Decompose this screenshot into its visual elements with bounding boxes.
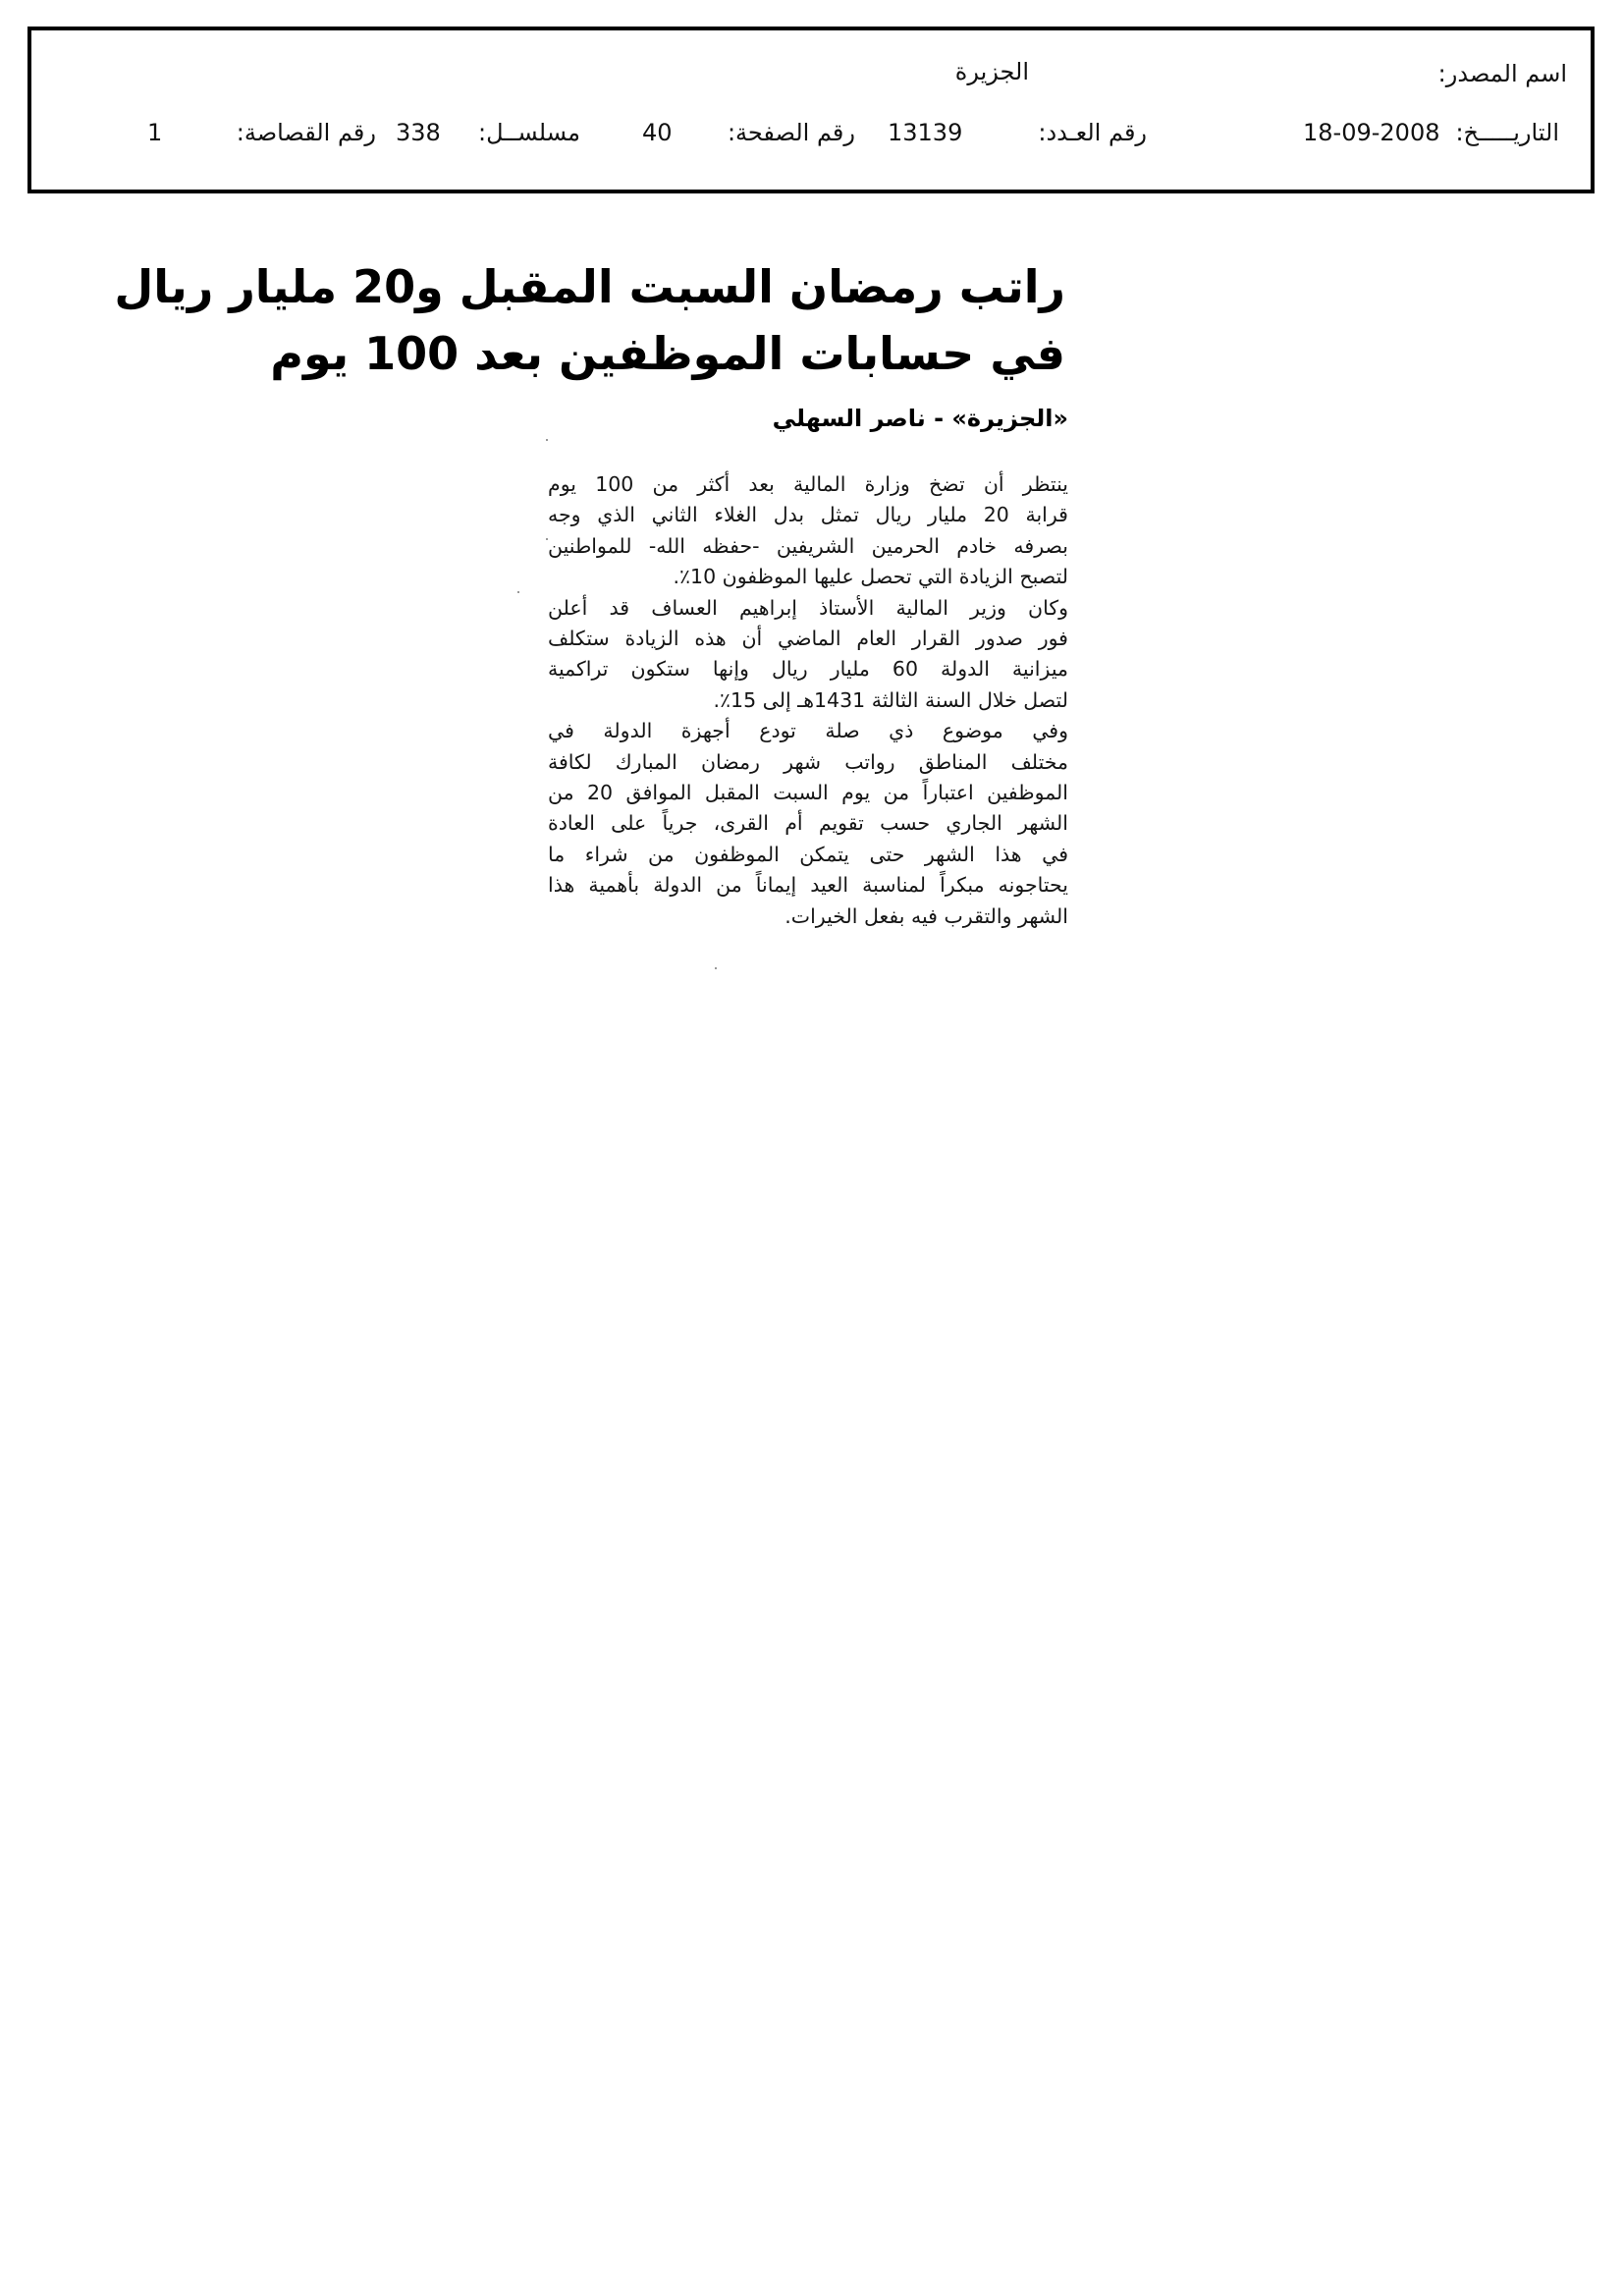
body-line: الشهر الجاري حسب تقويم أم القرى، جرياً على العادة: [548, 811, 1068, 836]
body-line: بصرفه خادم الحرمين الشريفين -حفظه الله- للمواطنين: [548, 533, 1068, 558]
headline-line-1: راتب رمضان السبت المقبل و20 مليار ريال: [114, 260, 1065, 313]
issue-value: 13139: [888, 119, 963, 146]
scan-speck: [546, 538, 548, 540]
body-line: وفي موضوع ذي صلة تودع أجهزة الدولة في: [548, 719, 1068, 743]
body-line: الموظفين اعتباراً من يوم السبت المقبل الموافق 20 من: [548, 781, 1068, 805]
page-label: رقم الصفحة:: [727, 119, 855, 146]
body-line: لتصل خلال السنة الثالثة 1431هـ إلى 15٪.: [713, 687, 1068, 712]
clip-label: رقم القصاصة:: [236, 119, 376, 146]
headline-line-2: في حسابات الموظفين بعد 100 يوم: [270, 327, 1065, 380]
page-value: 40: [642, 119, 673, 146]
serial-label: مسلســل:: [478, 119, 580, 146]
scan-speck: [715, 967, 717, 969]
body-line: ميزانية الدولة 60 مليار ريال وإنها ستكون تراكمية: [548, 657, 1068, 682]
body-line: قرابة 20 مليار ريال تمثل بدل الغلاء الثاني الذي وجه: [548, 503, 1068, 527]
body-line: فور صدور القرار العام الماضي أن هذه الزيادة ستكلف: [548, 627, 1068, 651]
body-line: الشهر والتقرب فيه بفعل الخيرات.: [784, 903, 1068, 928]
body-line: في هذا الشهر حتى يتمكن الموظفون من شراء ما: [548, 842, 1068, 866]
byline: «الجزيرة» - ناصر السهلي: [772, 405, 1068, 432]
source-value: الجزيرة: [954, 58, 1029, 85]
scan-speck: [517, 591, 519, 593]
scan-speck: [546, 439, 548, 441]
body-line: يحتاجونه مبكراً لمناسبة العيد إيماناً من الدولة بأهمية هذا: [548, 873, 1068, 898]
clipping-header-box: [27, 27, 1595, 193]
body-line: لتصبح الزيادة التي تحصل عليها الموظفون 10٪.: [673, 565, 1068, 589]
date-label: التاريـــــخ:: [1455, 119, 1559, 146]
article-body: [548, 469, 1068, 932]
body-line: مختلف المناطق رواتب شهر رمضان المبارك لكافة: [548, 749, 1068, 774]
serial-value: 338: [396, 119, 441, 146]
clip-value: 1: [147, 119, 163, 146]
date-value: 18-09-2008: [1303, 119, 1440, 146]
source-label: اسم المصدر:: [1437, 60, 1567, 87]
issue-label: رقم العـدد:: [1038, 119, 1147, 146]
body-line: وكان وزير المالية الأستاذ إبراهيم العساف قد أعلن: [548, 595, 1068, 620]
body-line: ينتظر أن تضخ وزارة المالية بعد أكثر من 100 يوم: [548, 472, 1068, 496]
